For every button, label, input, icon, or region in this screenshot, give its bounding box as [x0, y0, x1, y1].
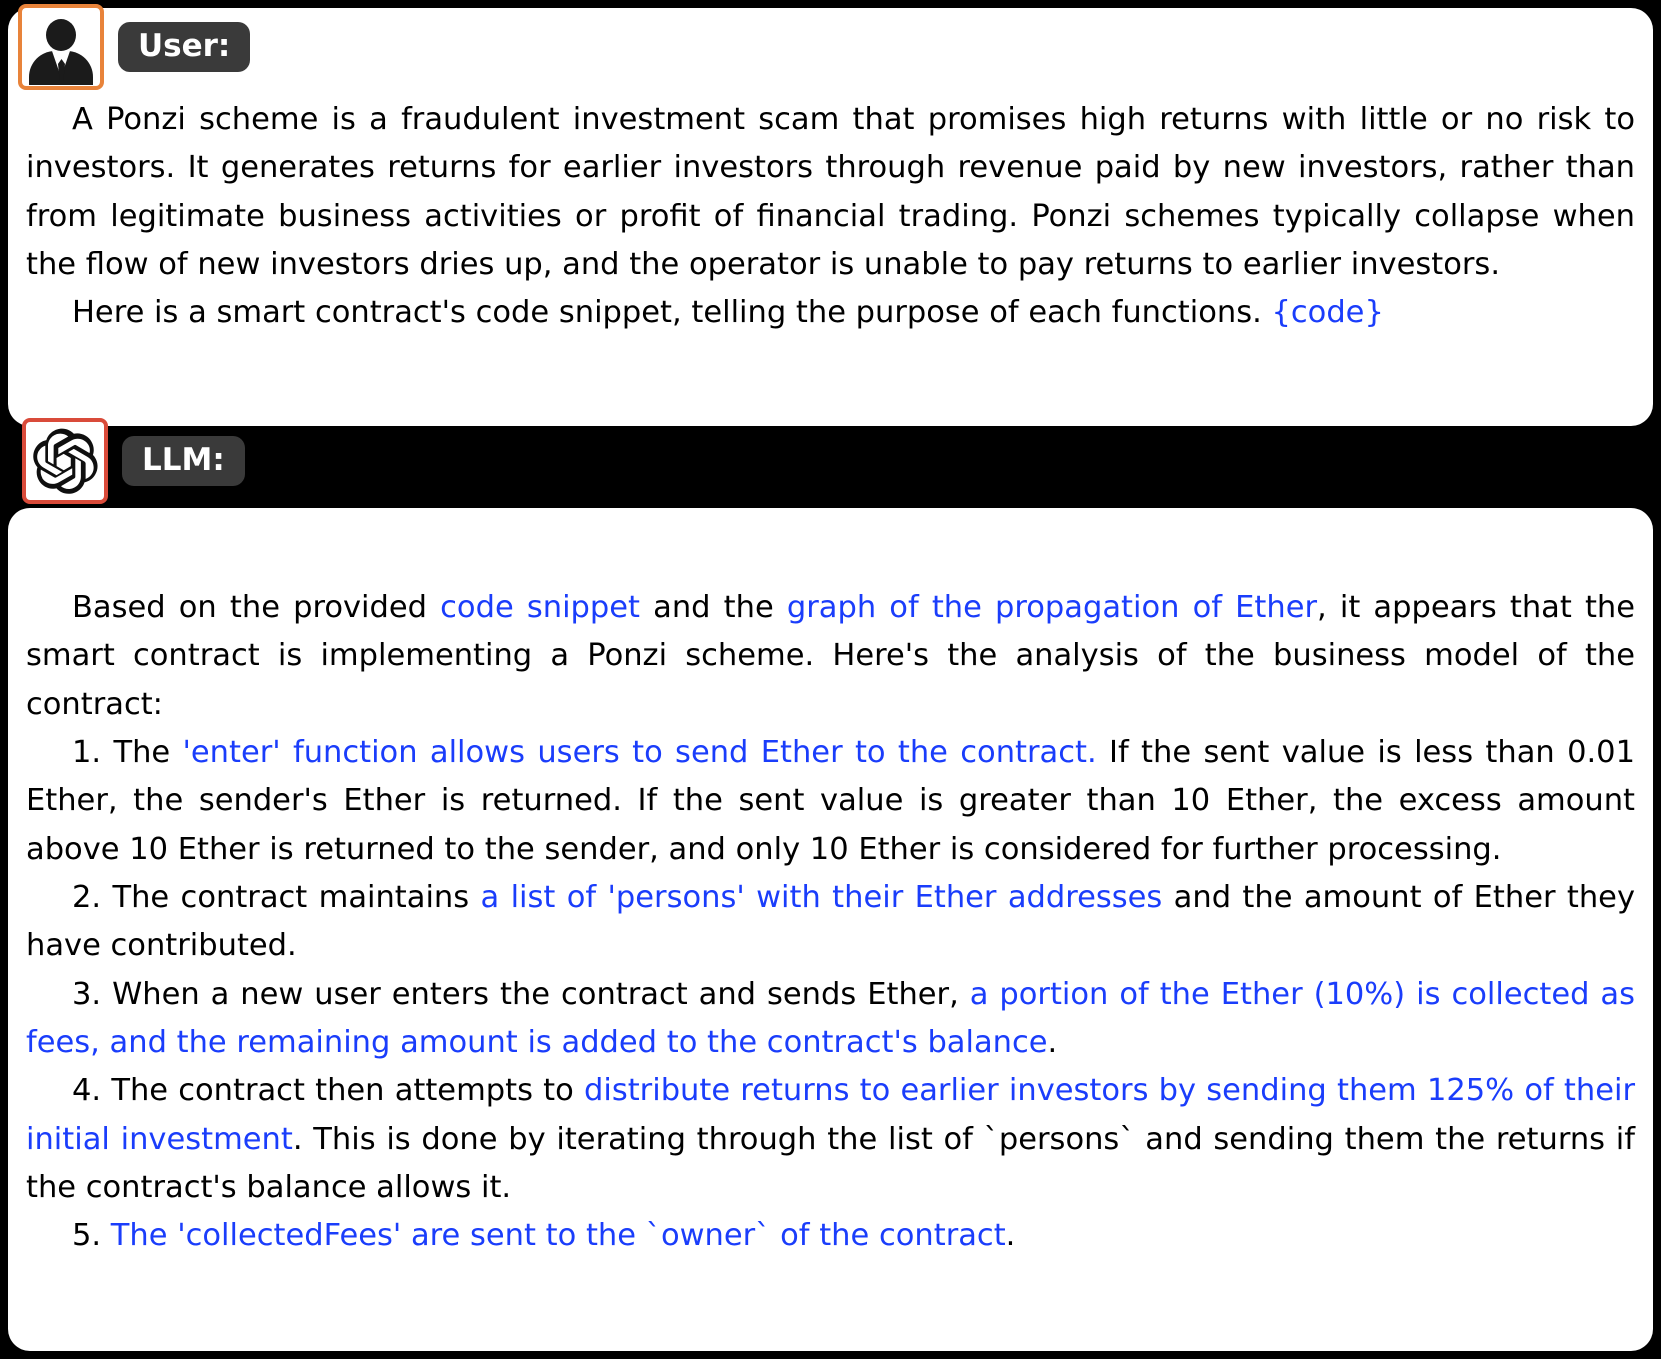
llm-item-2-highlight: a list of 'persons' with their Ether addresses	[480, 879, 1163, 915]
llm-item-1-part1: The	[113, 734, 183, 770]
llm-item-1-highlight: 'enter' function allows users to send Ether to the contract.	[182, 734, 1097, 770]
user-tag-label: User:	[118, 22, 250, 72]
llm-list-item-5	[26, 1212, 1635, 1260]
ether-propagation-graph-link[interactable]: graph of the propagation of Ether	[786, 590, 1318, 625]
llm-message-body	[8, 508, 1653, 1271]
llm-item-5-part2: .	[1005, 1218, 1016, 1254]
code-placeholder-link[interactable]: {code}	[1271, 295, 1384, 331]
llm-list-item-2	[26, 874, 1635, 971]
user-speaker-header	[18, 4, 250, 90]
user-message-bubble	[8, 8, 1653, 426]
llm-item-2-part1: The contract maintains	[112, 879, 481, 915]
llm-item-2-number: 2.	[72, 879, 113, 915]
llm-message-bubble	[8, 508, 1653, 1351]
llm-item-4-highlight: distribute returns to earlier investors by sending them 125% of their initial investment	[26, 1073, 1635, 1157]
llm-intro-part3: , it appears that the smart contract is implementing a Ponzi scheme. Here's the analysis of the business model of the contract:	[26, 590, 1636, 722]
llm-intro-paragraph	[26, 584, 1635, 729]
code-snippet-link[interactable]: code snippet	[440, 590, 640, 625]
user-paragraph-1: A Ponzi scheme is a fraudulent investment scam that promises high returns with little or no risk to investors. It generates returns for earlier investors through revenue paid by new investors, rather than from legitimate business activities or profit of financial trading. Ponzi schemes typically collapse when the flow of new investors dries up, and the operator is unable to pay returns to earlier investors.	[26, 102, 1635, 282]
user-head-shape	[46, 19, 76, 51]
user-person-icon	[18, 4, 104, 90]
openai-logo-icon	[22, 418, 108, 504]
llm-item-3-highlight: a portion of the Ether (10%) is collected as fees, and the remaining amount is added to the contract's balance	[26, 976, 1636, 1060]
llm-item-3-part2: .	[1047, 1024, 1058, 1060]
llm-item-5-number: 5.	[72, 1218, 111, 1254]
llm-item-1-part2: If the sent value is less than 0.01 Ether, the sender's Ether is returned. If the sent value is greater than 10 Ether, the excess amount above 10 Ether is returned to the sender, and only 10 Ether is considered for further processing.	[26, 734, 1635, 867]
openai-logo-svg	[32, 428, 98, 494]
llm-item-3-number: 3.	[72, 976, 113, 1012]
llm-item-1-number: 1.	[72, 734, 114, 770]
llm-list-item-1	[26, 729, 1635, 874]
user-message-body	[8, 8, 1653, 348]
llm-item-4-part2: . This is done by iterating through the list of `persons` and sending them the returns if the contract's balance allows it.	[26, 1121, 1635, 1205]
llm-item-3-part1: When a new user enters the contract and sends Ether,	[112, 976, 970, 1012]
llm-item-4-part1: The contract then attempts to	[111, 1073, 584, 1109]
llm-intro-part2: and the	[640, 590, 787, 625]
user-person-glyph	[25, 11, 97, 83]
llm-item-5-highlight: The 'collectedFees' are sent to the `owner` of the contract	[110, 1218, 1006, 1254]
llm-tag-label: LLM:	[122, 436, 245, 486]
llm-item-4-number: 4.	[72, 1073, 112, 1109]
llm-list-item-3	[26, 971, 1635, 1068]
llm-intro-part1: Based on the provided	[72, 590, 441, 625]
llm-list-item-4	[26, 1067, 1635, 1212]
llm-item-2-part2: and the amount of Ether they have contributed.	[26, 879, 1635, 964]
user-paragraph-2	[26, 289, 1635, 337]
llm-speaker-header	[22, 418, 245, 504]
user-paragraph-2-text: Here is a smart contract's code snippet, telling the purpose of each functions.	[72, 295, 1272, 331]
